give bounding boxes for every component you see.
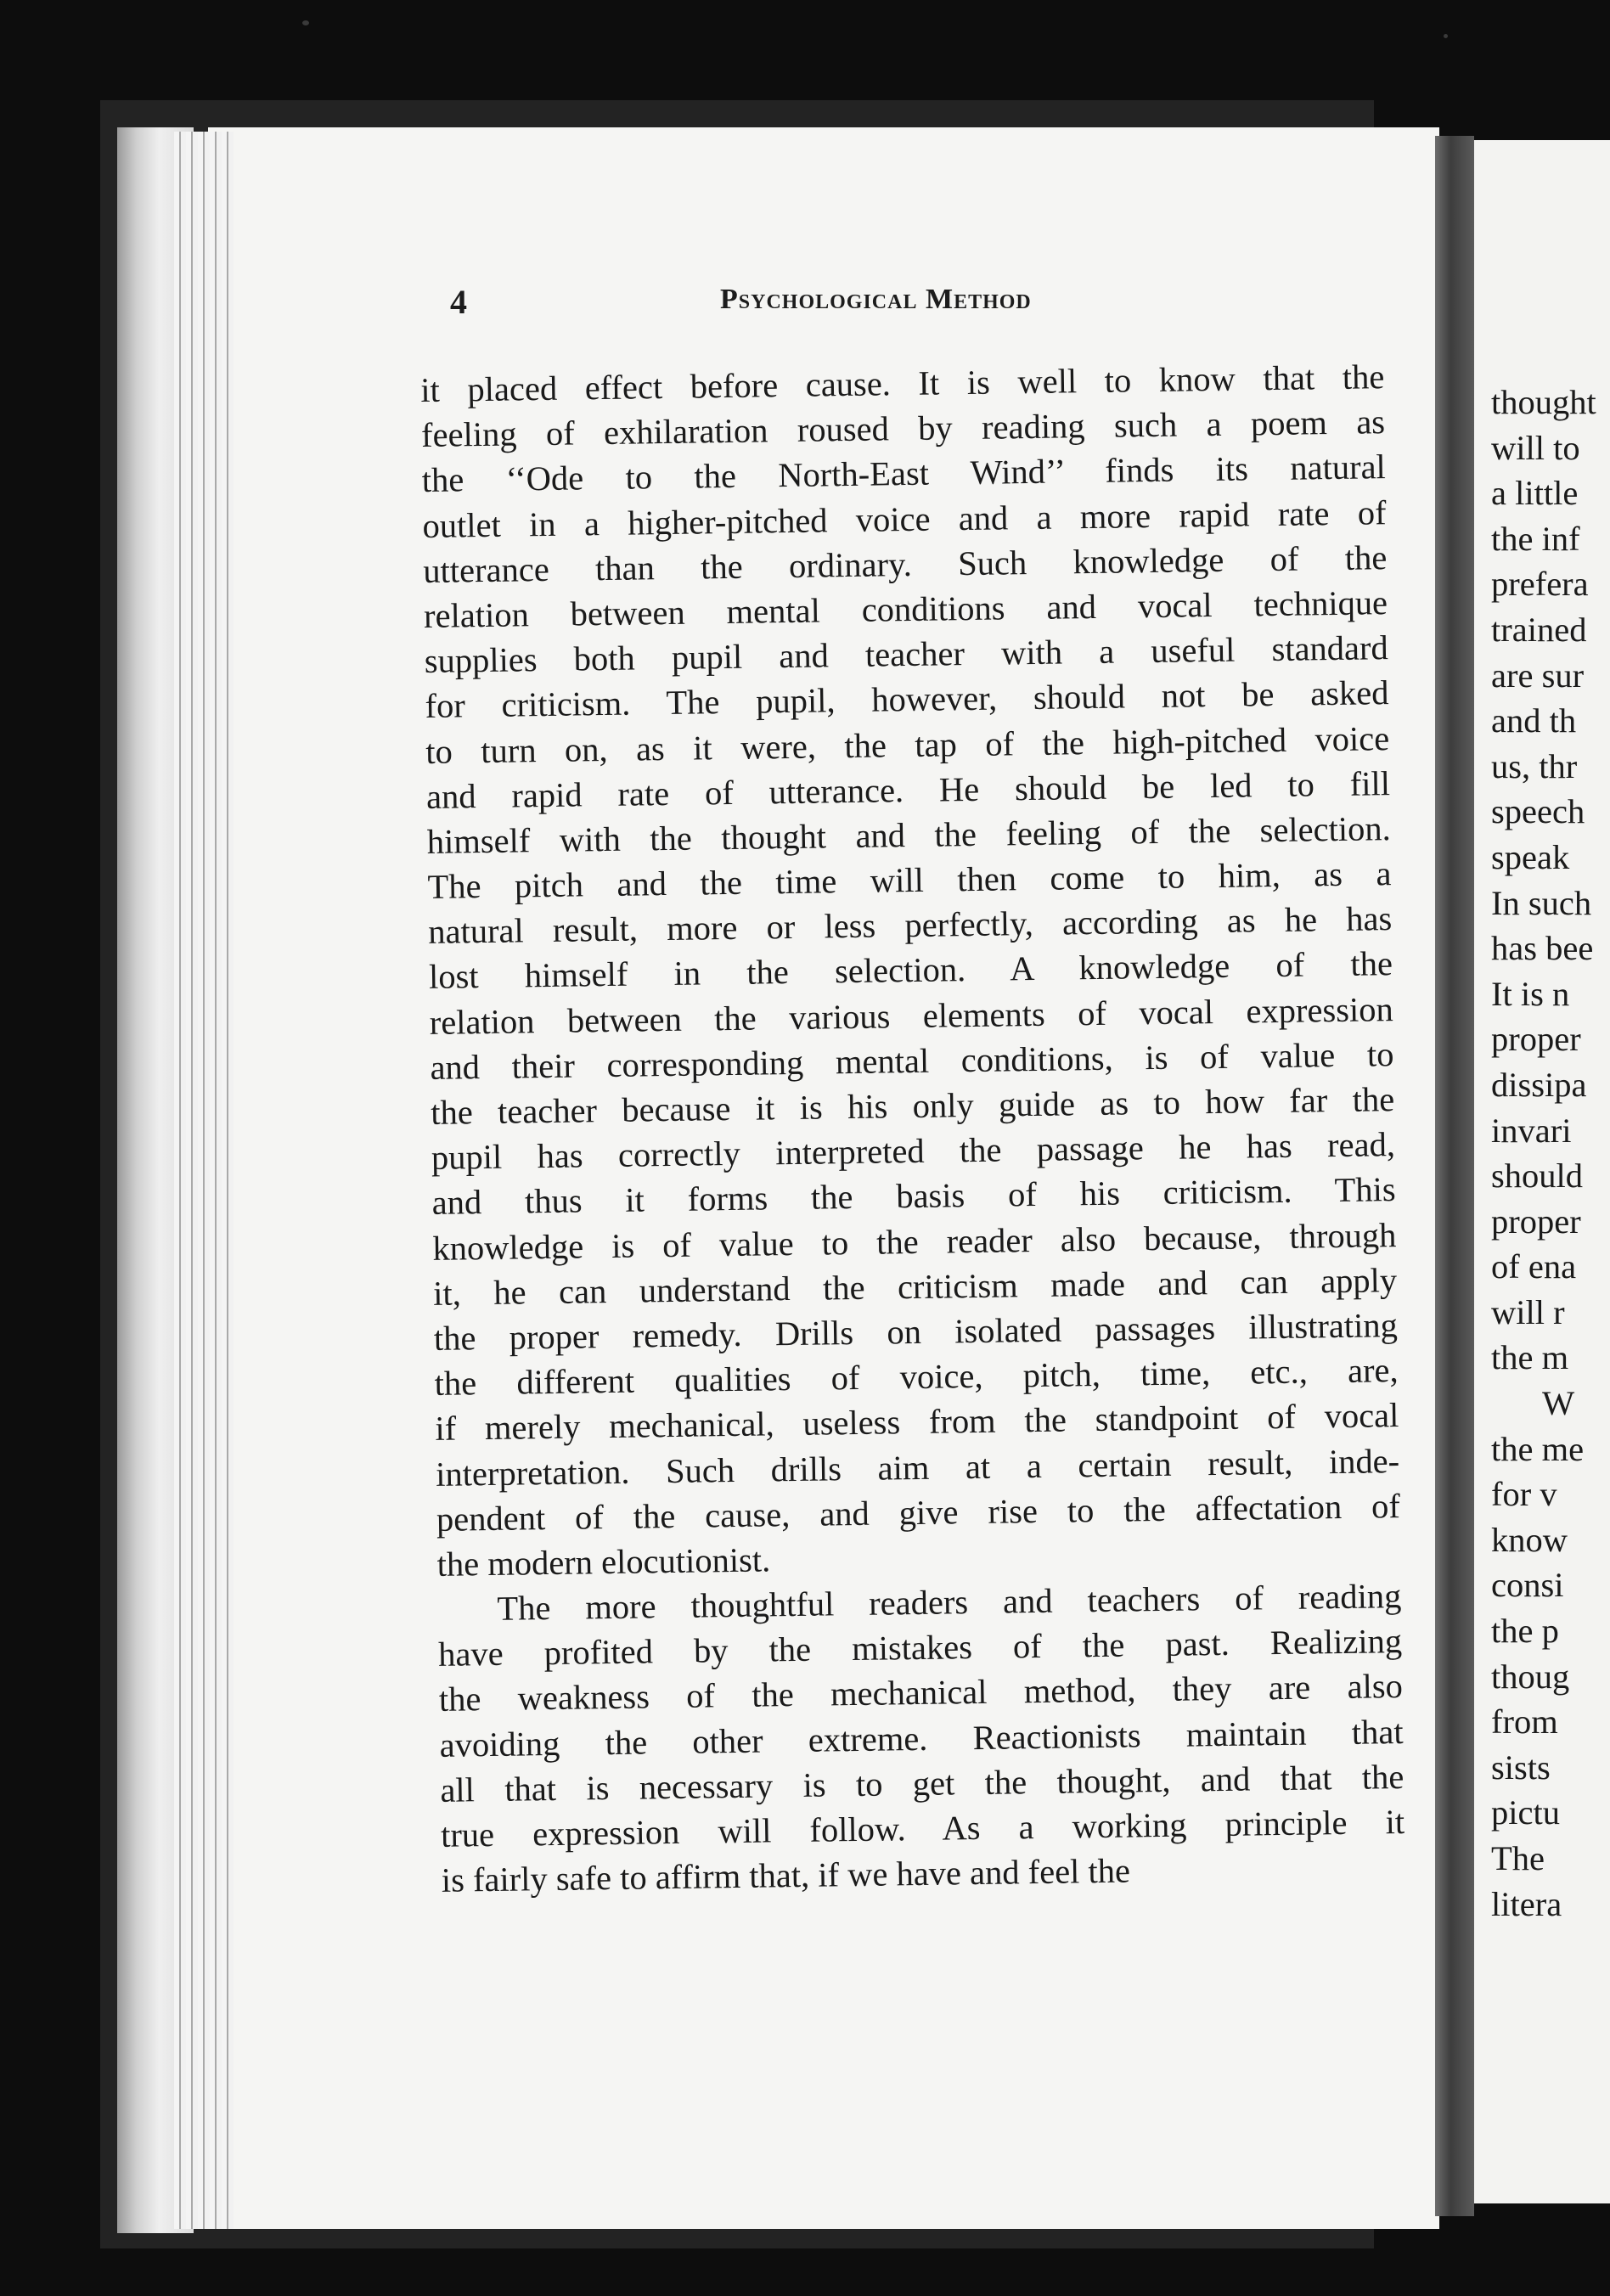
- right-page-line: invari: [1491, 1111, 1572, 1150]
- right-page-line: a little: [1491, 474, 1579, 513]
- text-line: avoiding the other extreme. Reactionists maintain that: [439, 1712, 1404, 1764]
- page-header: [450, 282, 1384, 350]
- text-line: The more thoughtful readers and teachers of reading: [497, 1577, 1402, 1628]
- text-line: to turn on, as it were, the tap of the high-pitched voice: [425, 718, 1390, 771]
- text-line: interpretation. Such drills aim at a certain result, inde-: [435, 1441, 1400, 1494]
- right-page-line: trained: [1491, 610, 1587, 649]
- page-edges: [174, 132, 234, 2229]
- right-page-line: should: [1491, 1156, 1584, 1196]
- right-page-line: proper: [1491, 1201, 1581, 1241]
- right-page-line: the m: [1491, 1338, 1569, 1377]
- right-page-line: pictu: [1491, 1793, 1560, 1832]
- text-line: it, he can understand the criticism made and can apply: [432, 1260, 1398, 1313]
- text-line: for criticism. The pupil, however, should not be asked: [425, 673, 1389, 726]
- text-line: natural result, more or less perfectly, according as he has: [427, 899, 1393, 952]
- right-page-line: consi: [1491, 1566, 1564, 1605]
- text-line: if merely mechanical, useless from the standpoint of vocal: [435, 1396, 1399, 1449]
- text-line: and thus it forms the basis of his criticism. This: [431, 1170, 1396, 1223]
- body-text: [420, 354, 1405, 1903]
- text-line: relation between the various elements of vocal expression: [429, 989, 1393, 1042]
- scan-speck: [302, 20, 309, 25]
- right-page-line: W: [1542, 1384, 1575, 1423]
- right-page-line: the inf: [1491, 519, 1580, 558]
- text-line: pendent of the cause, and give rise to the affectation of: [436, 1486, 1401, 1539]
- text-line: utterance than the ordinary. Such knowledge of the: [423, 537, 1388, 590]
- right-page-line: proper: [1491, 1020, 1581, 1059]
- text-line: the proper remedy. Drills on isolated passages illustrating: [433, 1305, 1399, 1358]
- right-page-text: [1491, 380, 1596, 1927]
- right-page-line: speak: [1491, 837, 1570, 876]
- right-page-line: of ena: [1491, 1247, 1577, 1286]
- text-line: the ‘‘Ode to the North-East Wind’’ finds its natural: [421, 447, 1387, 500]
- scan-speck: [1444, 34, 1448, 38]
- right-page: [1474, 140, 1610, 2203]
- right-page-line: sists: [1491, 1747, 1551, 1787]
- text-line: is fairly safe to affirm that, if we have and feel the: [441, 1851, 1131, 1900]
- text-line: knowledge is of value to the reader also because, through: [432, 1215, 1397, 1268]
- text-line: it placed effect before cause. It is well to know that the: [420, 357, 1385, 409]
- book-gutter: [1435, 136, 1474, 2216]
- text-line: true expression will follow. As a working principle it: [440, 1802, 1405, 1854]
- right-page-line: from: [1491, 1702, 1558, 1742]
- right-page-line: It is n: [1491, 974, 1570, 1013]
- right-page-line: In such: [1491, 883, 1592, 922]
- right-page-line: litera: [1491, 1884, 1562, 1923]
- text-line: relation between mental conditions and vocal technique: [423, 583, 1388, 635]
- text-line: supplies both pupil and teacher with a useful standard: [424, 628, 1389, 681]
- right-page-line: thought: [1491, 383, 1596, 421]
- right-page-line: for v: [1491, 1475, 1557, 1514]
- right-page-line: thoug: [1491, 1657, 1570, 1696]
- right-page-line: the p: [1491, 1612, 1559, 1651]
- right-page-line: dissipa: [1491, 1065, 1587, 1104]
- text-line: have profited by the mistakes of the past. Realizing: [437, 1622, 1403, 1674]
- right-page-line: and th: [1491, 701, 1577, 740]
- text-line: feeling of exhilaration roused by reading such a poem as: [420, 402, 1386, 455]
- text-line: and their corresponding mental conditions, is of value to: [430, 1034, 1394, 1087]
- right-page-line: has bee: [1491, 929, 1594, 968]
- right-page-line: prefera: [1491, 565, 1589, 604]
- right-page-line: the me: [1491, 1429, 1585, 1468]
- right-page-line: will r: [1491, 1292, 1565, 1331]
- running-title: Psychological Method: [720, 284, 1032, 315]
- text-line: all that is necessary is to get the thought, and that the: [440, 1757, 1405, 1809]
- right-page-line: will to: [1491, 428, 1580, 467]
- right-page-line: are sur: [1491, 656, 1585, 695]
- right-page-line: The: [1491, 1839, 1545, 1877]
- text-line: the teacher because it is his only guide as to how far the: [430, 1080, 1395, 1132]
- right-page-line: speech: [1491, 792, 1585, 831]
- text-line: and rapid rate of utterance. He should be led to fill: [425, 763, 1391, 816]
- text-line: the modern elocutionist.: [436, 1540, 771, 1584]
- text-line: the weakness of the mechanical method, they are also: [438, 1667, 1404, 1719]
- page-number: 4: [450, 283, 467, 321]
- text-line: himself with the thought and the feeling of the selection.: [426, 808, 1391, 861]
- text-line: pupil has correctly interpreted the passage he has read,: [431, 1125, 1396, 1178]
- right-page-line: know: [1491, 1520, 1568, 1559]
- text-line: the different qualities of voice, pitch, time, etc., are,: [434, 1351, 1399, 1404]
- text-line: lost himself in the selection. A knowledge of the: [428, 944, 1393, 997]
- text-line: The pitch and the time will then come to him, as a: [427, 854, 1392, 907]
- text-line: outlet in a higher-pitched voice and a more rapid rate of: [422, 492, 1387, 545]
- right-page-line: us, thr: [1491, 746, 1578, 785]
